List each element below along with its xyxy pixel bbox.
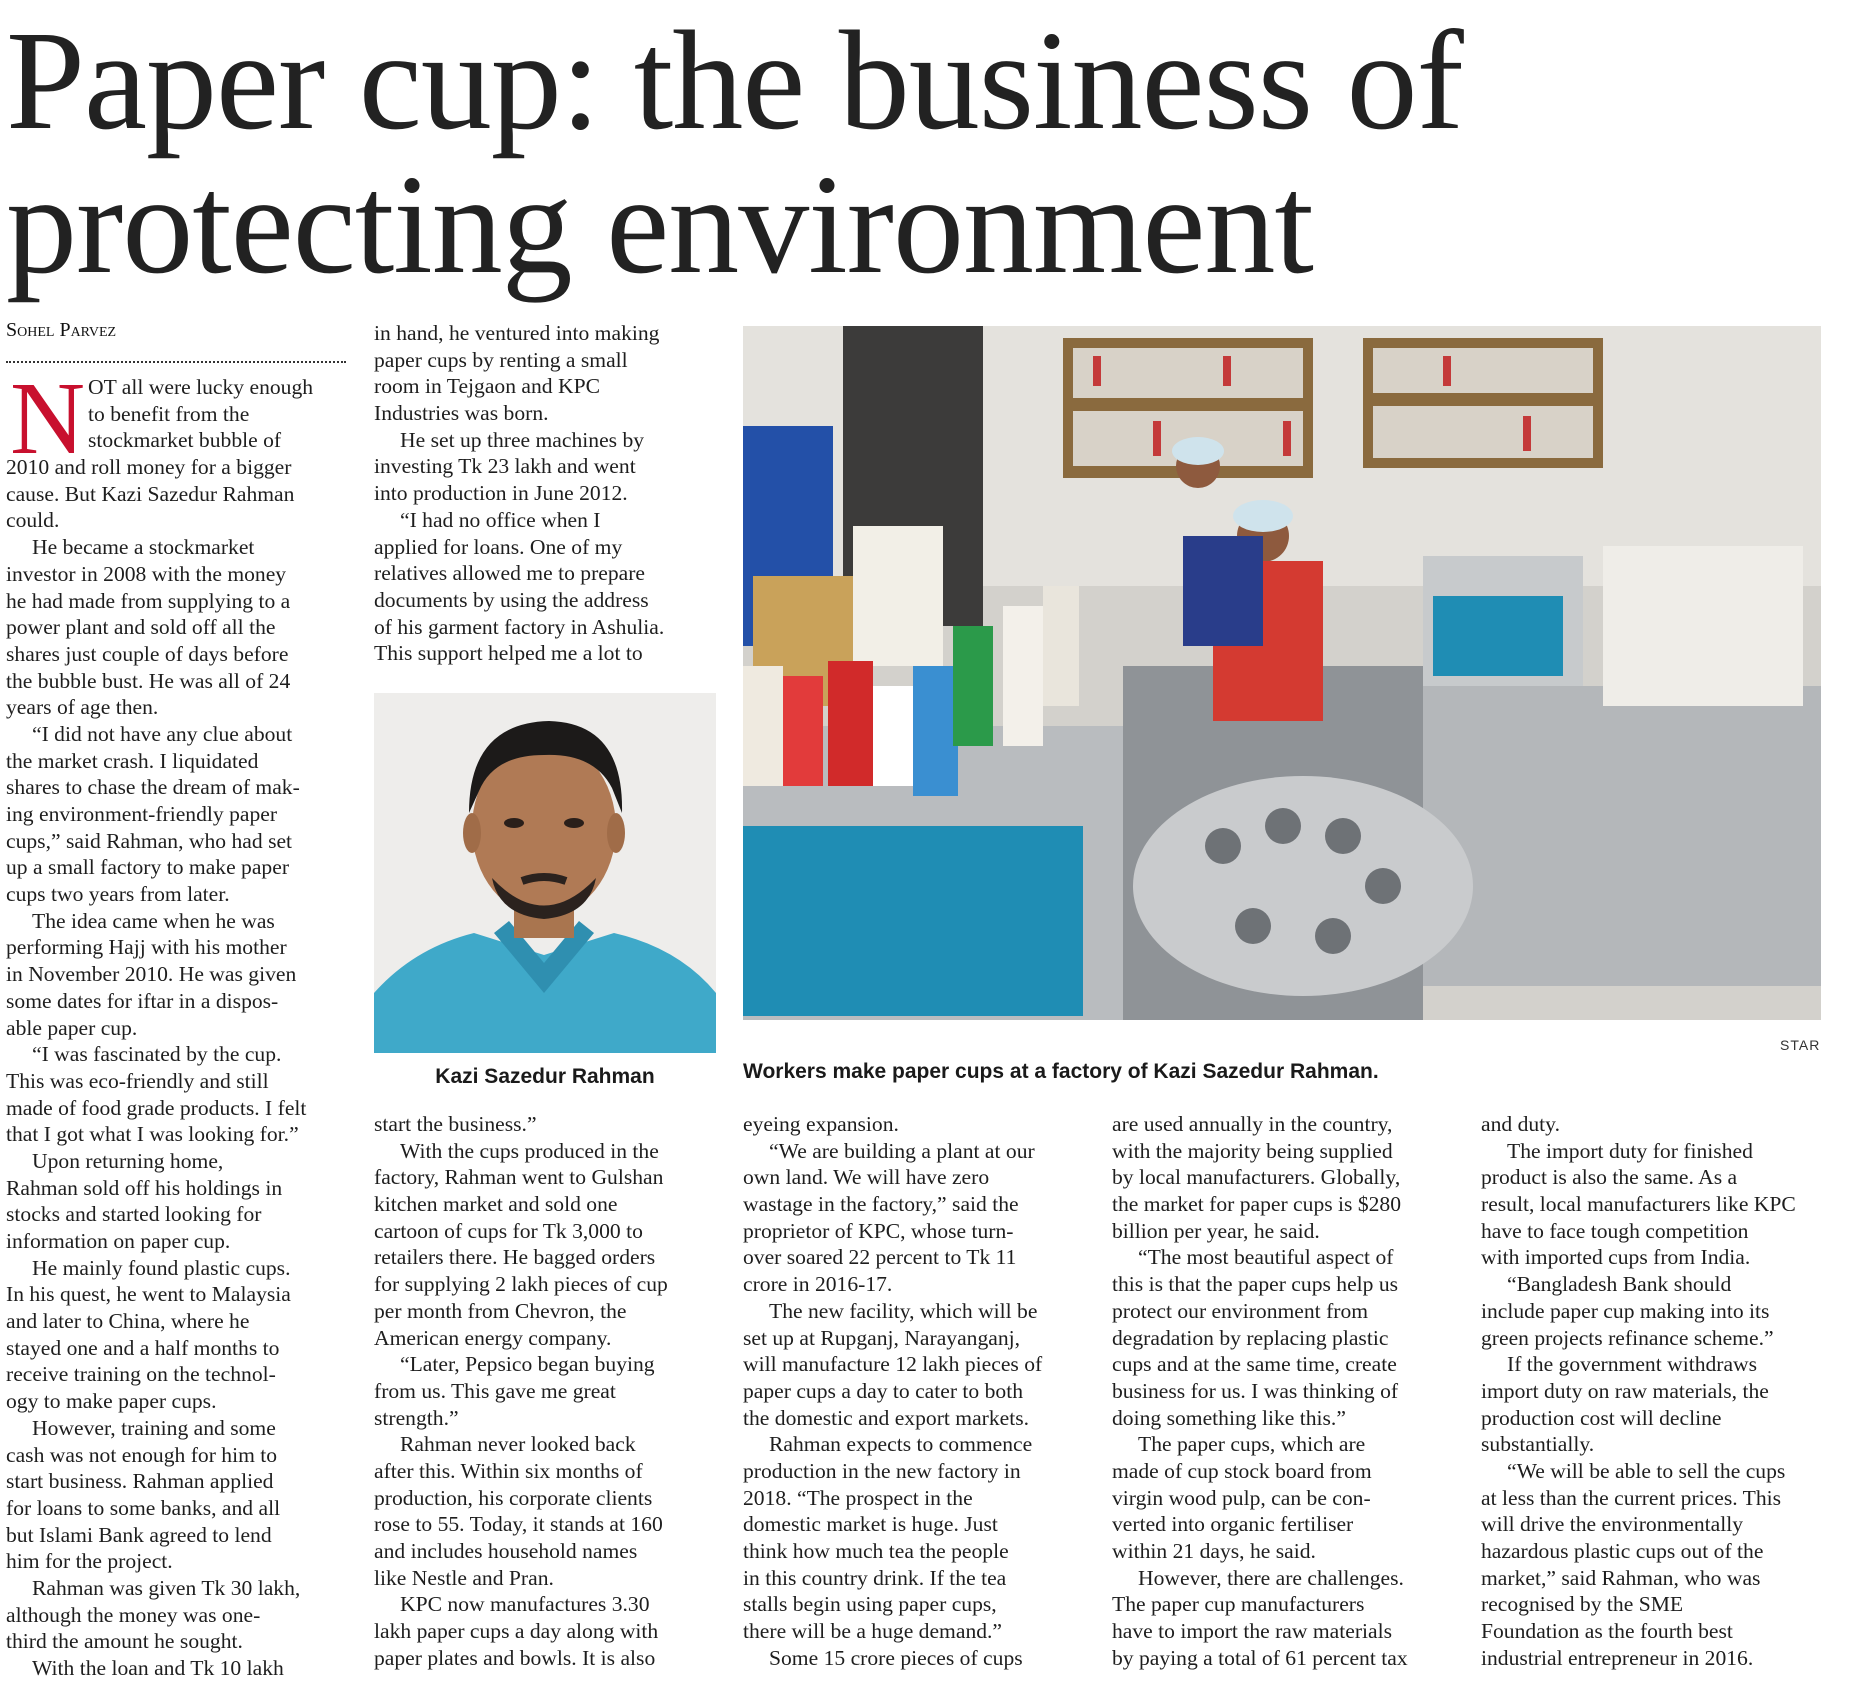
- text-line: the bubble bust. He was all of 24: [6, 668, 291, 693]
- text-line: cash was not enough for him to: [6, 1442, 278, 1467]
- text-line: With the cups produced in the: [400, 1138, 659, 1163]
- text-line: after this. Within six months of: [374, 1458, 643, 1483]
- article-column-2-bottom: [374, 1111, 719, 1691]
- text-line: the market for paper cups is $280: [1112, 1192, 1402, 1217]
- text-line: “Bangladesh Bank should: [1507, 1272, 1732, 1297]
- text-line: recognised by the SME: [1481, 1592, 1684, 1617]
- text-line: retailers there. He bagged orders: [374, 1245, 656, 1270]
- text-line: in this country drink. If the tea: [743, 1565, 1007, 1590]
- text-line: shares to chase the dream of mak-: [6, 775, 300, 800]
- text-line: like Nestle and Pran.: [374, 1565, 554, 1590]
- text-line: room in Tejgaon and KPC: [374, 374, 601, 399]
- text-line: crore in 2016-17.: [743, 1272, 893, 1297]
- text-line: but Islami Bank agreed to lend: [6, 1522, 272, 1547]
- text-line: years of age then.: [6, 695, 159, 720]
- text-line: within 21 days, he said.: [1112, 1539, 1316, 1563]
- text-line: 2010 and roll money for a bigger: [6, 455, 292, 480]
- headline: [6, 1, 1826, 303]
- text-line: factory, Rahman went to Gulshan: [374, 1165, 664, 1190]
- factory-photo-image: [743, 326, 1821, 1020]
- text-line: kitchen market and sold one: [374, 1192, 618, 1217]
- portrait-photo: [374, 693, 716, 1053]
- text-line: paper plates and bowls. It is also: [374, 1645, 656, 1670]
- text-line: investor in 2008 with the money: [6, 561, 287, 586]
- drop-cap: N: [10, 361, 86, 476]
- text-line: there will be a huge demand.”: [743, 1619, 1003, 1644]
- text-line: American energy company.: [374, 1325, 612, 1350]
- text-line: for loans to some banks, and all: [6, 1495, 281, 1520]
- text-line: The import duty for finished: [1507, 1138, 1753, 1163]
- text-line: paper cups a day to cater to both: [743, 1378, 1024, 1403]
- text-line: cups,” said Rahman, who had set: [6, 828, 293, 853]
- text-line: start business. Rahman applied: [6, 1469, 274, 1494]
- text-line: information on paper cup.: [6, 1229, 231, 1253]
- text-line: Rahman sold off his holdings in: [6, 1175, 283, 1200]
- text-line: Upon returning home,: [32, 1148, 224, 1173]
- text-line: result, local manufacturers like KPC: [1481, 1192, 1796, 1217]
- text-line: eyeing expansion.: [743, 1112, 899, 1136]
- text-line: KPC now manufactures 3.30: [400, 1592, 650, 1617]
- text-line: With the loan and Tk 10 lakh: [32, 1656, 284, 1680]
- text-line: This support helped me a lot to: [374, 641, 643, 666]
- article-column-4: [1112, 1111, 1457, 1691]
- text-line: some dates for iftar in a dispos-: [6, 988, 279, 1013]
- text-line: Industries was born.: [374, 401, 549, 426]
- text-line: Some 15 crore pieces of cups: [769, 1645, 1023, 1670]
- text-line: think how much tea the people: [743, 1539, 1009, 1563]
- text-line: doing something like this.”: [1112, 1405, 1346, 1430]
- text-line: up a small factory to make paper: [6, 855, 290, 880]
- text-line: at less than the current prices. This: [1481, 1485, 1782, 1510]
- factory-photo: [743, 326, 1821, 1020]
- text-line: However, training and some: [32, 1415, 276, 1440]
- article-column-3: [743, 1111, 1088, 1691]
- text-line: will manufacture 12 lakh pieces of: [743, 1352, 1043, 1377]
- text-line: product is also the same. As a: [1481, 1165, 1738, 1190]
- article-column-5: [1481, 1111, 1831, 1691]
- text-line: made of cup stock board from: [1112, 1458, 1372, 1483]
- text-line: start the business.”: [374, 1112, 537, 1136]
- article-column-2-top: [374, 320, 719, 670]
- text-line: he had made from supplying to a: [6, 588, 291, 613]
- text-line: shares just couple of days before: [6, 641, 289, 666]
- text-line: will drive the environmentally: [1481, 1512, 1744, 1537]
- text-line: of his garment factory in Ashulia.: [374, 614, 665, 639]
- text-line: This was eco-friendly and still: [6, 1068, 269, 1093]
- text-line: have to import the raw materials: [1112, 1619, 1393, 1644]
- text-line: The paper cups, which are: [1138, 1432, 1366, 1457]
- text-line: in hand, he ventured into making: [374, 321, 660, 345]
- text-line: stayed one and a half months to: [6, 1335, 280, 1360]
- text-line: ing environment-friendly paper: [6, 802, 278, 826]
- text-line: stockmarket bubble of: [88, 428, 282, 453]
- text-line: “I did not have any clue about: [32, 721, 293, 746]
- text-line: are used annually in the country,: [1112, 1112, 1393, 1136]
- text-line: green projects refinance scheme.”: [1481, 1325, 1774, 1350]
- text-line: cups two years from later.: [6, 882, 230, 907]
- text-line: from us. This gave me great: [374, 1378, 616, 1403]
- text-line: He mainly found plastic cups.: [32, 1255, 291, 1280]
- text-line: cups and at the same time, create: [1112, 1352, 1397, 1377]
- headline-line-1: Paper cup: the business of: [6, 1, 1463, 159]
- text-line: Rahman never looked back: [400, 1432, 636, 1457]
- text-line: that I got what I was looking for.”: [6, 1122, 299, 1147]
- text-line: ogy to make paper cups.: [6, 1389, 217, 1414]
- text-line: the market crash. I liquidated: [6, 748, 259, 773]
- text-line: 2018. “The prospect in the: [743, 1485, 973, 1510]
- article-column-1: [6, 361, 346, 1689]
- photo-credit: STAR: [1780, 1037, 1821, 1053]
- text-line: “Later, Pepsico began buying: [400, 1352, 655, 1377]
- text-line: although the money was one-: [6, 1602, 261, 1627]
- text-line: “We are building a plant at our: [769, 1138, 1035, 1163]
- text-line: include paper cup making into its: [1481, 1298, 1770, 1323]
- text-line: into production in June 2012.: [374, 481, 628, 506]
- text-line: hazardous plastic cups out of the: [1481, 1539, 1764, 1563]
- text-line: degradation by replacing plastic: [1112, 1325, 1389, 1350]
- text-line: him for the project.: [6, 1549, 173, 1574]
- text-line: have to face tough competition: [1481, 1218, 1749, 1243]
- text-line: import duty on raw materials, the: [1481, 1378, 1769, 1403]
- text-line: virgin wood pulp, can be con-: [1112, 1485, 1371, 1510]
- text-line: could.: [6, 508, 60, 533]
- text-line: in November 2010. He was given: [6, 962, 297, 987]
- text-line: with the majority being supplied: [1112, 1138, 1393, 1163]
- text-line: over soared 22 percent to Tk 11: [743, 1245, 1017, 1270]
- text-line: “We will be able to sell the cups: [1507, 1458, 1786, 1483]
- text-line: applied for loans. One of my: [374, 534, 623, 559]
- text-line: The new facility, which will be: [769, 1298, 1038, 1323]
- text-line: He set up three machines by: [400, 427, 645, 452]
- text-line: strength.”: [374, 1405, 459, 1430]
- text-line: However, there are challenges.: [1138, 1565, 1404, 1590]
- text-line: proprietor of KPC, whose turn-: [743, 1218, 1014, 1243]
- text-line: third the amount he sought.: [6, 1629, 243, 1654]
- text-line: industrial entrepreneur in 2016.: [1481, 1645, 1754, 1670]
- text-line: to benefit from the: [88, 401, 250, 426]
- text-line: lakh paper cups a day along with: [374, 1619, 659, 1644]
- text-line: The idea came when he was: [32, 908, 275, 933]
- text-line: the domestic and export markets.: [743, 1405, 1030, 1430]
- text-line: “I had no office when I: [400, 507, 601, 532]
- text-line: made of food grade products. I felt: [6, 1095, 307, 1120]
- text-line: able paper cup.: [6, 1015, 138, 1040]
- portrait-photo-image: [374, 693, 716, 1053]
- text-line: If the government withdraws: [1507, 1352, 1758, 1377]
- text-line: cause. But Kazi Sazedur Rahman: [6, 481, 295, 506]
- text-line: In his quest, he went to Malaysia: [6, 1282, 291, 1307]
- text-line: business for us. I was thinking of: [1112, 1378, 1399, 1403]
- portrait-caption: Kazi Sazedur Rahman: [435, 1065, 655, 1088]
- text-line: relatives allowed me to prepare: [374, 561, 645, 586]
- text-line: protect our environment from: [1112, 1298, 1369, 1323]
- text-line: OT all were lucky enough: [88, 375, 314, 399]
- text-line: domestic market is huge. Just: [743, 1512, 998, 1537]
- text-line: stalls begin using paper cups,: [743, 1592, 997, 1617]
- text-line: cartoon of cups for Tk 3,000 to: [374, 1218, 643, 1243]
- text-line: per month from Chevron, the: [374, 1298, 627, 1323]
- text-line: and includes household names: [374, 1539, 638, 1563]
- text-line: performing Hajj with his mother: [6, 935, 287, 960]
- text-line: Foundation as the fourth best: [1481, 1619, 1733, 1644]
- text-line: He became a stockmarket: [32, 535, 255, 560]
- text-line: by paying a total of 61 percent tax: [1112, 1645, 1408, 1670]
- byline: Sohel Parvez: [6, 319, 117, 341]
- text-line: and duty.: [1481, 1112, 1560, 1136]
- text-line: by local manufacturers. Globally,: [1112, 1165, 1401, 1190]
- text-line: “I was fascinated by the cup.: [32, 1042, 282, 1067]
- text-line: The paper cup manufacturers: [1112, 1592, 1365, 1617]
- text-line: substantially.: [1481, 1432, 1595, 1457]
- text-line: Rahman was given Tk 30 lakh,: [32, 1575, 301, 1600]
- text-line: production, his corporate clients: [374, 1485, 653, 1510]
- text-line: own land. We will have zero: [743, 1165, 990, 1190]
- text-line: production in the new factory in: [743, 1458, 1021, 1483]
- text-line: billion per year, he said.: [1112, 1218, 1320, 1243]
- text-line: set up at Rupganj, Narayanganj,: [743, 1325, 1021, 1350]
- headline-line-2: protecting environment: [6, 145, 1313, 303]
- text-line: receive training on the technol-: [6, 1362, 276, 1387]
- text-line: rose to 55. Today, it stands at 160: [374, 1512, 663, 1537]
- text-line: “The most beautiful aspect of: [1138, 1245, 1394, 1270]
- text-line: power plant and sold off all the: [6, 615, 276, 640]
- text-line: wastage in the factory,” said the: [743, 1192, 1019, 1217]
- text-line: and later to China, where he: [6, 1309, 250, 1334]
- text-line: documents by using the address: [374, 587, 649, 612]
- text-line: with imported cups from India.: [1481, 1245, 1751, 1270]
- text-line: investing Tk 23 lakh and went: [374, 454, 636, 479]
- text-line: production cost will decline: [1481, 1405, 1722, 1430]
- text-line: for supplying 2 lakh pieces of cup: [374, 1272, 668, 1297]
- text-line: market,” said Rahman, who was: [1481, 1565, 1761, 1590]
- text-line: verted into organic fertiliser: [1112, 1512, 1354, 1537]
- factory-photo-caption: Workers make paper cups at a factory of Kazi Sazedur Rahman.: [743, 1060, 1379, 1083]
- text-line: paper cups by renting a small: [374, 347, 628, 372]
- text-line: this is that the paper cups help us: [1112, 1272, 1399, 1297]
- text-line: Rahman expects to commence: [769, 1432, 1033, 1457]
- text-line: stocks and started looking for: [6, 1202, 262, 1227]
